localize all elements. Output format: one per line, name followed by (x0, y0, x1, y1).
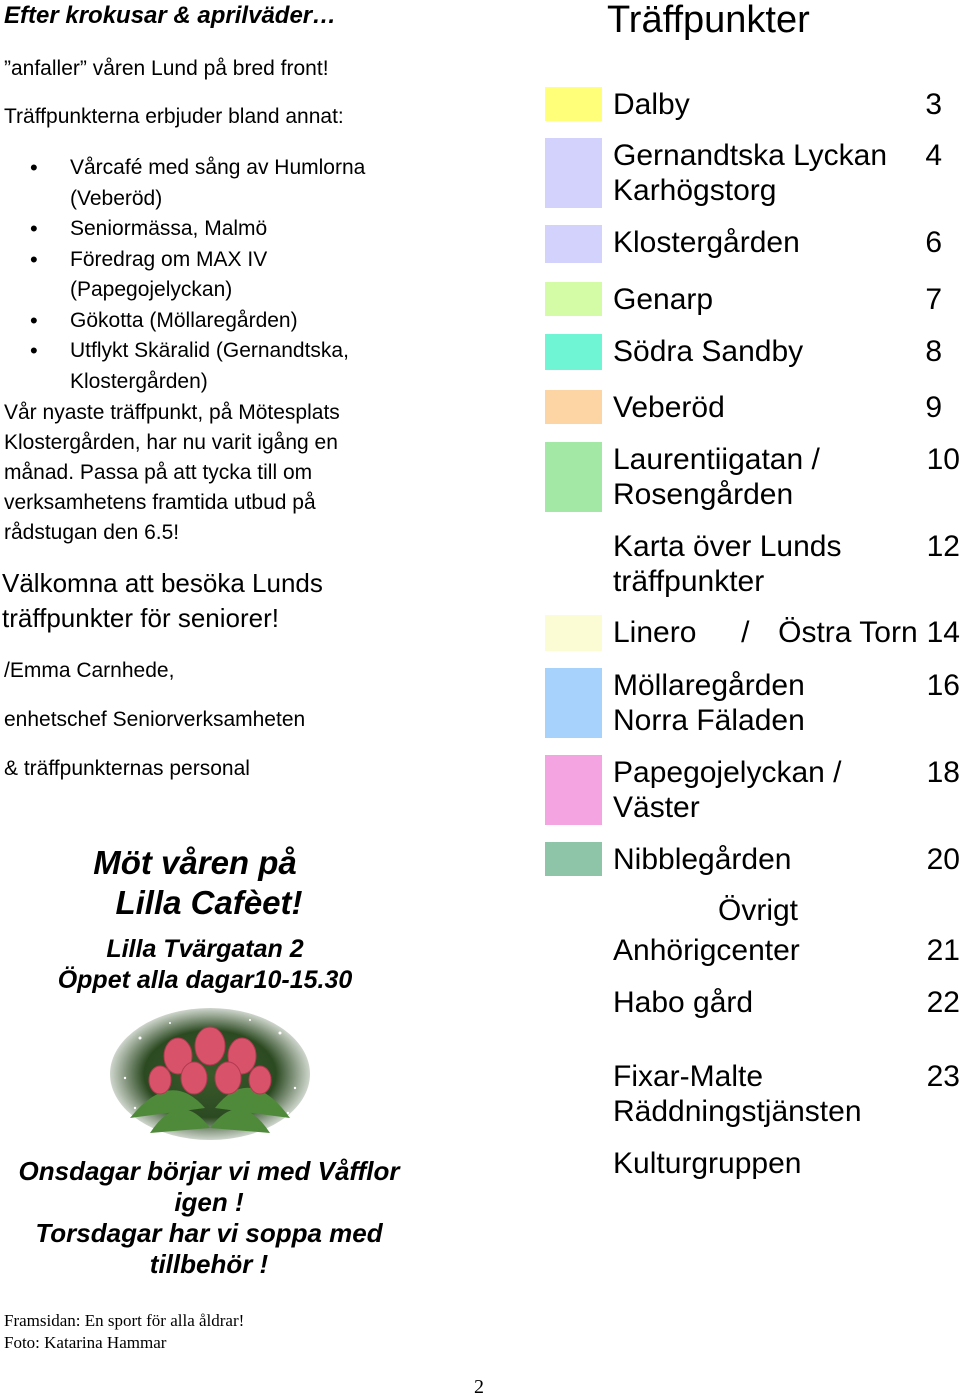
color-swatch (545, 390, 602, 424)
toc-entry-name: Klostergården (613, 226, 800, 259)
color-swatch (545, 282, 602, 316)
bottom-line: Onsdagar börjar vi med Våfflor (18, 1156, 400, 1186)
welcome-line: träffpunkter för seniorer! (2, 603, 279, 633)
toc-entry-page: 4 (925, 139, 942, 172)
toc-entry-name-line: Gernandtska Lyckan (613, 139, 888, 172)
list-item: (Papegojelyckan) (70, 278, 233, 301)
list-item: (Veberöd) (70, 186, 163, 210)
cafe-address: Lilla Tvärgatan 2 (106, 935, 304, 963)
toc-entry-name: Södra Sandby (613, 335, 804, 368)
toc-entry-name: Kulturgruppen (613, 1147, 802, 1180)
toc-entry-page: 16 (926, 669, 960, 702)
other-section-label: Övrigt (718, 894, 799, 927)
toc-entry-name (613, 615, 918, 650)
color-swatch (545, 755, 602, 825)
cafe-title-line2: Lilla Cafèet! (115, 884, 303, 921)
toc-entry-page: 21 (926, 934, 960, 967)
toc-entry-name (613, 1059, 862, 1129)
toc-entry-page: 7 (925, 283, 942, 316)
news-paragraph-line: Klostergården, har nu varit igång en (4, 431, 338, 454)
list-item: • Utflykt Skäralid (Gernandtska, (30, 336, 365, 367)
toc-entry-page: 12 (926, 530, 960, 563)
toc-entry-name (613, 755, 842, 825)
toc-entry-name-line: Fixar-Malte (613, 1060, 764, 1093)
welcome-line: Välkomna att besöka Lunds (2, 568, 323, 598)
list-item: • Seniormässa, Malmö (30, 214, 365, 245)
toc-entry-name-part: Östra Torn (778, 616, 918, 649)
toc-entry-name-line: träffpunkter (613, 565, 765, 598)
tulip-image (110, 1008, 310, 1140)
toc-entry-name-line: Norra Fäladen (613, 704, 805, 737)
toc-entry-name-line: Rosengården (613, 478, 794, 511)
toc-entry-name-line: Laurentiigatan / (613, 443, 820, 476)
toc-entry-name: Nibblegården (613, 843, 792, 876)
signature-name: /Emma Carnhede, (4, 659, 175, 682)
toc-entry-name-line: Karta över Lunds (613, 530, 842, 563)
toc-entry-page: 22 (926, 986, 960, 1019)
toc-entry-name-line: Papegojelyckan / (613, 756, 842, 789)
credit-line: Foto: Katarina Hammar (4, 1333, 167, 1352)
bottom-line: tillbehör ! (149, 1249, 269, 1279)
page-number: 2 (474, 1376, 484, 1398)
intro-line-2: Träffpunkterna erbjuder bland annat: (4, 105, 344, 128)
welcome-text (2, 566, 323, 636)
activity-list (30, 153, 365, 397)
toc-entry-name (613, 529, 841, 599)
toc-entry-page: 23 (926, 1060, 960, 1093)
color-swatch (545, 668, 602, 738)
toc-entry-name: Anhörigcenter (613, 934, 800, 967)
color-swatch (545, 842, 602, 876)
list-item: • Vårcafé med sång av Humlorna (30, 153, 365, 184)
photo-credits (4, 1310, 244, 1354)
toc-entry-page: 6 (925, 226, 942, 259)
toc-entry-name-line: Väster (613, 791, 700, 824)
toc-entry-name-part: Linero (613, 616, 697, 649)
bottom-line: igen ! (174, 1187, 244, 1217)
intro-line: ”anfaller” våren Lund på bred front! (4, 57, 329, 80)
bottom-line: Torsdagar har vi soppa med (35, 1218, 383, 1248)
toc-entry-name (613, 442, 820, 512)
toc-entry-page: 18 (926, 756, 960, 789)
toc-entry-page: 20 (926, 843, 960, 876)
cafe-title-line1: Möt våren på (93, 844, 297, 881)
toc-entry-name-line: Möllaregården (613, 669, 805, 702)
toc-entry-name: Habo gård (613, 986, 754, 1019)
toc-entry-page: 10 (926, 443, 960, 476)
cafe-hours: Öppet alla dagar10-15.30 (57, 966, 353, 994)
news-paragraph-line: verksamhetens framtida utbud på (4, 491, 316, 514)
toc-entry-name-part: / (741, 616, 750, 649)
news-paragraph-line: rådstugan den 6.5! (4, 521, 180, 544)
toc-entry-name (613, 668, 805, 738)
toc-entry-name-line: Räddningstjänsten (613, 1095, 862, 1128)
toc-entry-page: 9 (925, 391, 942, 424)
toc-entry-name: Veberöd (613, 391, 725, 424)
toc-entry-page: 8 (925, 335, 942, 368)
toc-entry-page: 3 (925, 88, 942, 121)
signature-role: enhetschef Seniorverksamheten (4, 708, 306, 731)
headline: Efter krokusar & aprilväder… (4, 2, 337, 29)
color-swatch (545, 225, 602, 263)
color-swatch (545, 334, 602, 370)
color-swatch (545, 87, 602, 121)
color-swatch (545, 442, 602, 512)
toc-entry-name (613, 138, 887, 208)
news-paragraph-line: Vår nyaste träffpunkt, på Mötesplats (4, 401, 340, 424)
color-swatch (545, 615, 602, 651)
color-swatch (545, 138, 602, 208)
toc-title: Träffpunkter (607, 0, 810, 41)
list-item: • Föredrag om MAX IV (30, 245, 365, 276)
credit-line: Framsidan: En sport för alla åldrar! (4, 1311, 245, 1330)
news-paragraph-line: månad. Passa på att tycka till om (4, 461, 313, 484)
toc-entry-name: Dalby (613, 88, 690, 121)
list-item: • Gökotta (Möllaregården) (30, 306, 365, 337)
toc-entry-name-line: Karhögstorg (613, 174, 777, 207)
toc-entry-name: Genarp (613, 283, 714, 316)
signature-staff: & träffpunkternas personal (4, 757, 250, 780)
list-item: Klostergården) (70, 369, 208, 393)
toc-entry-page: 14 (926, 616, 960, 649)
